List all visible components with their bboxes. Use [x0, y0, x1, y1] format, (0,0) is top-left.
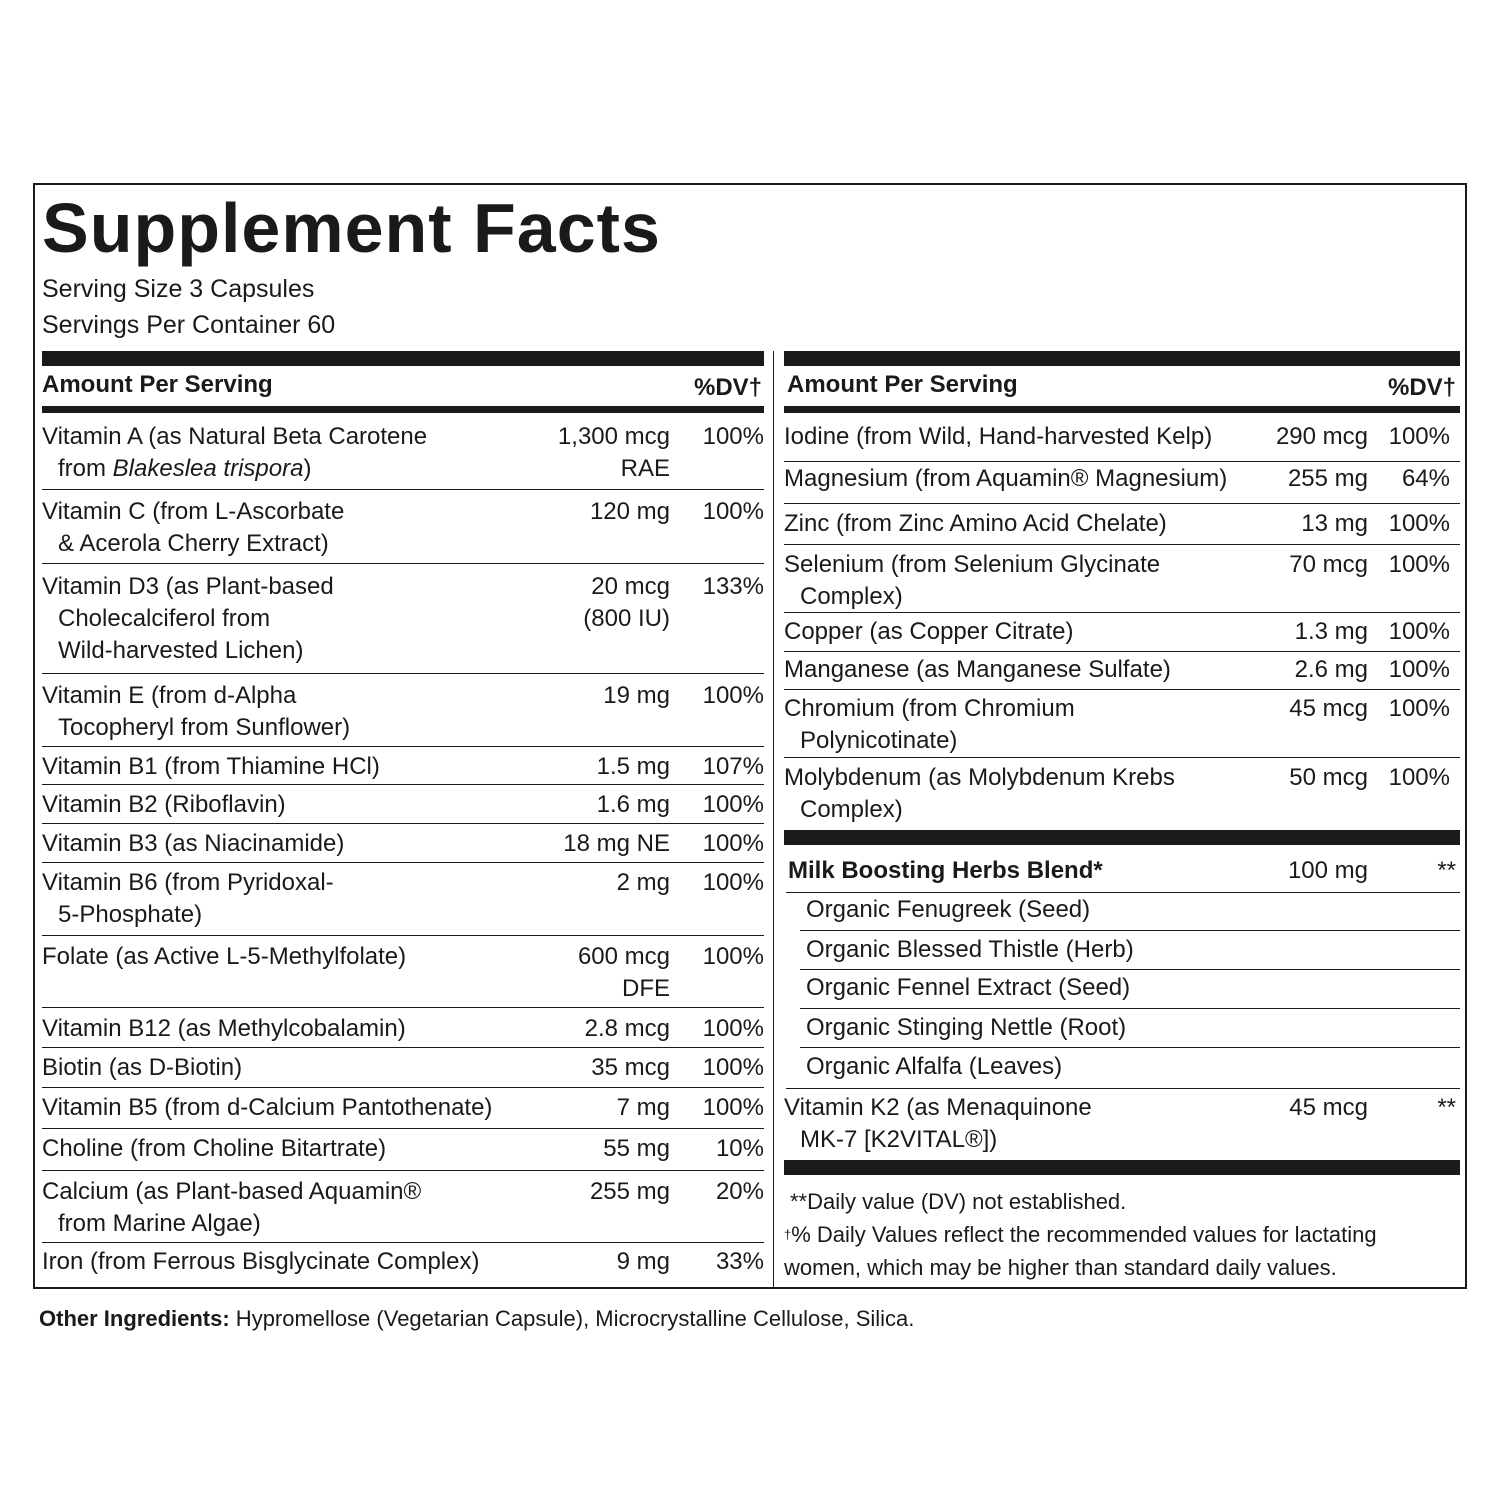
right-header-bar — [784, 351, 1460, 366]
k2-amount: 45 mcg — [1289, 1094, 1368, 1121]
row-divider — [42, 823, 764, 824]
k2-divider — [786, 1088, 1460, 1089]
blend-name: Milk Boosting Herbs Blend* — [788, 857, 1103, 884]
row-divider — [42, 1170, 764, 1171]
right-amount-header: Amount Per Serving — [787, 371, 1018, 398]
nutrient-amount: 7 mg — [616, 1094, 670, 1121]
row-divider — [784, 503, 1460, 504]
nutrient-amount: 70 mcg — [1289, 551, 1368, 578]
nutrient-name: Vitamin B1 (from Thiamine HCl) — [42, 753, 380, 780]
row-divider — [784, 651, 1460, 652]
nutrient-name: Folate (as Active L-5-Methylfolate) — [42, 943, 407, 970]
nutrient-dv: 100% — [1388, 695, 1450, 722]
nutrient-dv: 100% — [1388, 510, 1450, 537]
right-header-underline — [784, 406, 1460, 413]
nutrient-dv: 100% — [702, 498, 764, 525]
row-divider — [784, 612, 1460, 613]
nutrient-dv: 64% — [1401, 465, 1450, 492]
nutrient-amount: 50 mcg — [1289, 764, 1368, 791]
nutrient-amount: 2 mg — [616, 869, 670, 896]
nutrient-dv: 100% — [702, 869, 764, 896]
footnote-dv-line1: †% Daily Values reflect the recommended values for lactating — [784, 1222, 1377, 1247]
other-ingredients — [39, 1304, 914, 1334]
blend-ingredient: Organic Blessed Thistle (Herb) — [806, 936, 1134, 963]
nutrient-name: Iodine (from Wild, Hand-harvested Kelp) — [784, 423, 1213, 450]
nutrient-amount: 120 mg — [589, 498, 670, 525]
nutrient-name: Copper (as Copper Citrate) — [784, 618, 1074, 645]
row-divider — [42, 1242, 764, 1243]
blend-ingredient-divider — [800, 1008, 1460, 1009]
nutrient-dv: 33% — [715, 1248, 764, 1275]
nutrient-amount: 13 mg — [1301, 510, 1368, 537]
nutrient-dv: 100% — [702, 1094, 764, 1121]
nutrient-dv: 100% — [702, 943, 764, 970]
nutrient-amount: 1.5 mg — [596, 753, 670, 780]
row-divider — [784, 544, 1460, 545]
nutrient-dv: 100% — [1388, 423, 1450, 450]
blend-ingredient-divider — [800, 930, 1460, 931]
nutrient-name: Calcium (as Plant-based Aquamin® from Marine Algae) — [42, 1178, 422, 1237]
blend-ingredient-divider — [800, 1047, 1460, 1048]
row-divider — [42, 1087, 764, 1088]
row-divider — [42, 862, 764, 863]
row-divider — [42, 489, 764, 490]
row-divider — [42, 1128, 764, 1129]
left-header-underline — [42, 406, 764, 413]
nutrient-amount: 1.3 mg — [1294, 618, 1368, 645]
nutrient-name: Vitamin D3 (as Plant-based Cholecalciferol from Wild-harvested Lichen) — [42, 573, 334, 664]
nutrient-name: Magnesium (from Aquamin® Magnesium) — [784, 465, 1228, 492]
row-divider — [784, 461, 1460, 462]
nutrient-amount: 35 mcg — [591, 1054, 670, 1081]
k2-name: Vitamin K2 (as Menaquinone MK-7 [K2VITAL®]) — [784, 1094, 1092, 1153]
row-divider — [784, 757, 1460, 758]
blend-ingredient: Organic Fenugreek (Seed) — [806, 896, 1091, 923]
row-divider — [42, 1007, 764, 1008]
nutrient-dv: 100% — [1388, 656, 1450, 683]
row-divider — [42, 935, 764, 936]
blend-dv: ** — [1437, 857, 1456, 884]
nutrient-dv: 100% — [702, 1054, 764, 1081]
row-divider — [42, 673, 764, 674]
nutrient-dv: 100% — [702, 830, 764, 857]
right-dv-header: %DV† — [1388, 374, 1457, 401]
nutrient-amount: 255 mg — [589, 1178, 670, 1205]
nutrient-name: Vitamin E (from d-Alpha Tocopheryl from Sunflower) — [42, 682, 351, 741]
nutrient-name: Vitamin B3 (as Niacinamide) — [42, 830, 345, 857]
nutrient-dv: 100% — [702, 682, 764, 709]
blend-divider — [786, 892, 1460, 893]
nutrient-dv: 107% — [702, 753, 764, 780]
nutrient-dv: 133% — [702, 573, 764, 600]
serving-size: Serving Size 3 Capsules — [42, 275, 315, 303]
k2-dv: ** — [1437, 1094, 1456, 1121]
footnote-dv-line2: women, which may be higher than standard daily values. — [784, 1255, 1337, 1280]
footnote-not-established: **Daily value (DV) not established. — [790, 1189, 1127, 1214]
nutrient-amount: 45 mcg — [1289, 695, 1368, 722]
nutrient-dv: 100% — [702, 423, 764, 450]
nutrient-amount: 18 mg NE — [563, 830, 670, 857]
nutrient-name: Biotin (as D-Biotin) — [42, 1054, 243, 1081]
blend-amount: 100 mg — [1287, 857, 1368, 884]
nutrient-amount: 600 mcg DFE — [577, 943, 670, 1002]
nutrient-amount: 1,300 mcg RAE — [557, 423, 670, 482]
left-dv-header: %DV† — [694, 374, 763, 401]
nutrient-dv: 100% — [1388, 618, 1450, 645]
other-ingredients-label: Other Ingredients: — [39, 1306, 230, 1331]
panel-title: Supplement Facts — [42, 189, 661, 267]
nutrient-dv: 20% — [715, 1178, 764, 1205]
servings-per-container: Servings Per Container 60 — [42, 311, 336, 339]
row-divider — [784, 689, 1460, 690]
nutrient-name: Vitamin B12 (as Methylcobalamin) — [42, 1015, 406, 1042]
nutrient-amount: 20 mcg (800 IU) — [583, 573, 670, 632]
nutrient-amount: 55 mg — [603, 1135, 670, 1162]
nutrient-name: Vitamin B5 (from d-Calcium Pantothenate) — [42, 1094, 493, 1121]
blend-ingredient-divider — [800, 969, 1460, 970]
nutrient-amount: 19 mg — [603, 682, 670, 709]
footnote-bar — [784, 1160, 1460, 1175]
blend-ingredient: Organic Fennel Extract (Seed) — [806, 974, 1131, 1001]
nutrient-name: Vitamin B2 (Riboflavin) — [42, 791, 286, 818]
nutrient-dv: 100% — [1388, 764, 1450, 791]
nutrient-dv: 100% — [702, 1015, 764, 1042]
nutrient-amount: 2.6 mg — [1294, 656, 1368, 683]
nutrient-name: Zinc (from Zinc Amino Acid Chelate) — [784, 510, 1167, 537]
nutrient-name: Molybdenum (as Molybdenum Krebs Complex) — [784, 764, 1175, 823]
nutrient-amount: 2.8 mcg — [584, 1015, 670, 1042]
nutrient-name: Vitamin B6 (from Pyridoxal- 5-Phosphate) — [42, 869, 334, 928]
nutrient-name: Manganese (as Manganese Sulfate) — [784, 656, 1171, 683]
row-divider — [42, 784, 764, 785]
row-divider — [42, 563, 764, 564]
blend-ingredient: Organic Alfalfa (Leaves) — [806, 1053, 1063, 1080]
species-name: Blakeslea trispora — [112, 455, 304, 482]
left-header-bar — [42, 351, 764, 366]
nutrient-amount: 9 mg — [616, 1248, 670, 1275]
row-divider — [42, 746, 764, 747]
nutrient-amount: 255 mg — [1287, 465, 1368, 492]
left-amount-header: Amount Per Serving — [42, 371, 273, 398]
nutrient-name: Vitamin A (as Natural Beta Carotene from Blakeslea trispora) — [42, 423, 428, 482]
nutrient-name: Iron (from Ferrous Bisglycinate Complex) — [42, 1248, 480, 1275]
nutrient-name: Selenium (from Selenium Glycinate Complex) — [784, 551, 1161, 610]
nutrient-amount: 1.6 mg — [596, 791, 670, 818]
row-divider — [42, 1047, 764, 1048]
column-divider — [773, 351, 774, 1287]
blend-ingredient: Organic Stinging Nettle (Root) — [806, 1014, 1127, 1041]
nutrient-name: Chromium (from Chromium Polynicotinate) — [784, 695, 1075, 754]
nutrient-name: Choline (from Choline Bitartrate) — [42, 1135, 387, 1162]
nutrient-dv: 10% — [715, 1135, 764, 1162]
nutrient-dv: 100% — [702, 791, 764, 818]
other-ingredients-text: Hypromellose (Vegetarian Capsule), Microcrystalline Cellulose, Silica. — [229, 1306, 915, 1331]
nutrient-amount: 290 mcg — [1275, 423, 1368, 450]
nutrient-name: Vitamin C (from L-Ascorbate & Acerola Cherry Extract) — [42, 498, 345, 557]
blend-top-bar — [784, 830, 1460, 845]
nutrient-dv: 100% — [1388, 551, 1450, 578]
